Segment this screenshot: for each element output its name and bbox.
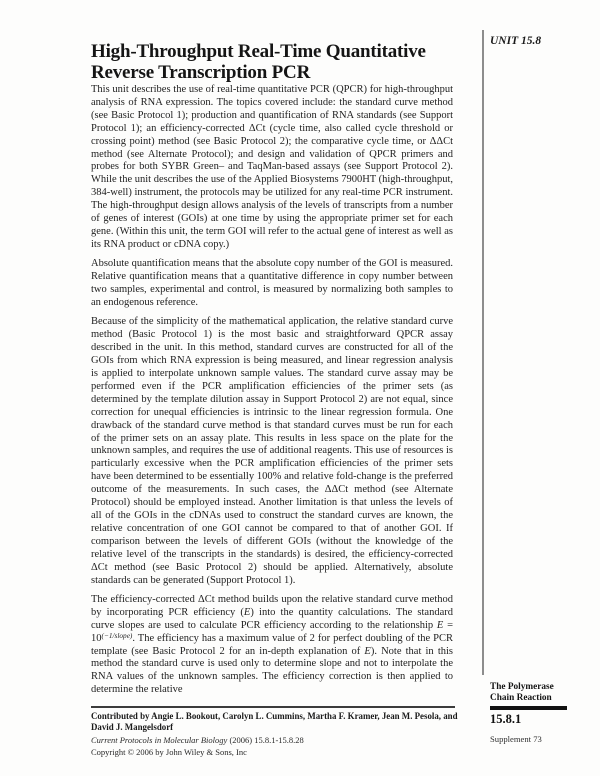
body-paragraph: This unit describes the use of real-time quantitative PCR (QPCR) for high-throughput analysis of RNA expression. The topics covered include: the standard curve method (see Basic Protocol 1); production and quantification of RNA standards (see Support Protocol 1); an efficiency-corrected ΔCt (cycle time, also called cycle threshold or crossing point) method (see Basic Protocol 2); the comparative cycle time, or ΔΔCt method (see Alternate Protocol); and design and validation of QPCR primers and probes for both SYBR Green– and TaqMan-based assays (see Support Protocol 2). While the unit describes the use of the Applied Biosystems 7900HT (high-throughput, 384-well) instrument, the protocols may be utilized for any real-time PCR instrument. The high-throughput design allows analysis of the levels of transcripts from a number of genes of interest (GOIs) at one time by using the appropriate primer set for each gene. (Within this unit, the term GOI will refer to the actual gene of interest as well as its RNA product or cDNA copy.) (91, 84, 454, 250)
sidebar-section-line: Chain Reaction (490, 692, 552, 703)
sidebar-page-number: 15.8.1 (490, 712, 522, 726)
footer-divider-rule (91, 706, 455, 708)
body-paragraph: The efficiency-corrected ΔCt method builds upon the relative standard curve method by incorporating PCR efficiency (E) into the quantity calculations. The standard curve slopes are used to calculate PCR efficiency according to the relationship $E = 10^{(-1/slope)}$. The efficiency has a maximum value of 2 for perfect doubling of the PCR template (see Basic Protocol 2 for an in-depth explanation of E). Note that in this method the standard curve is used only to determine slope and not to interpolate the RNA values of the unknown samples. The efficiency correction is then applied to determine the relative (91, 593, 453, 696)
sidebar-section-line: The Polymerase (490, 682, 554, 692)
article-body (91, 84, 453, 704)
contributed-by (91, 711, 471, 733)
sidebar-supplement: Supplement 73 (490, 734, 542, 744)
unit-label: UNIT 15.8 (490, 35, 542, 47)
page-title: High-Throughput Real-Time Quantitative Reverse Transcription PCR (91, 40, 426, 84)
vertical-divider (482, 30, 484, 675)
sidebar-thick-rule (490, 706, 567, 710)
contributed-line: David J. Mangelsdorf (91, 722, 174, 732)
body-paragraph: Because of the simplicity of the mathematical application, the relative standard curve method (Basic Protocol 1) is the most basic and straightforward QPCR assay described in the unit. In this method, standard curves are constructed for all of the GOIs from which RNA expression is being measured, and linear regression analysis is applied to interpolate unknown sample values. The standard curve assay may be performed even if the PCR amplification efficiencies of the primer sets (as determined by the template dilution assay in Support Protocol 2) are not equal, since correction for unequal efficiencies is intrinsic to the linear regression formula. One drawback of the standard curve method is that standard curves must be run for each of the primer sets on an assay plate. This results in less space on the plate for the unknown samples, and requires the use of additional reagents. This use of resources is particularly excessive when the PCR amplification efficiencies of the primer sets have been determined to be essentially 100% and relative fold-change is the preferred outcome of the measurements. In such cases, the ΔΔCt method (see Alternate Protocol) should be employed instead. Another limitation is that unless the levels of all of the GOIs in the cDNAs used to construct the standard curves are known, the relative concentration of one GOI cannot be compared to that of another GOI. If comparison between the levels of different GOIs (without the knowledge of the relative level of the transcripts in the standards) is desired, the efficiency-corrected ΔCt method (see Basic Protocol 2) should be applied. Alternatively, absolute standards can be generated (Support Protocol 1). (91, 316, 453, 586)
citation-line: Current Protocols in Molecular Biology (2006) 15.8.1-15.8.28 (91, 735, 304, 745)
body-paragraph: Absolute quantification means that the absolute copy number of the GOI is measured. Relative quantification means that a quantitative difference in copy number between two samples, experimental and control, is measured by normalizing both samples to an endogenous reference. (91, 258, 453, 308)
contributed-line: Contributed by Angie L. Bookout, Carolyn L. Cummins, Martha F. Kramer, Jean M. Pesola, and (91, 711, 458, 721)
sidebar-section-title (490, 682, 576, 704)
copyright-line: Copyright © 2006 by John Wiley & Sons, Inc (91, 747, 247, 757)
